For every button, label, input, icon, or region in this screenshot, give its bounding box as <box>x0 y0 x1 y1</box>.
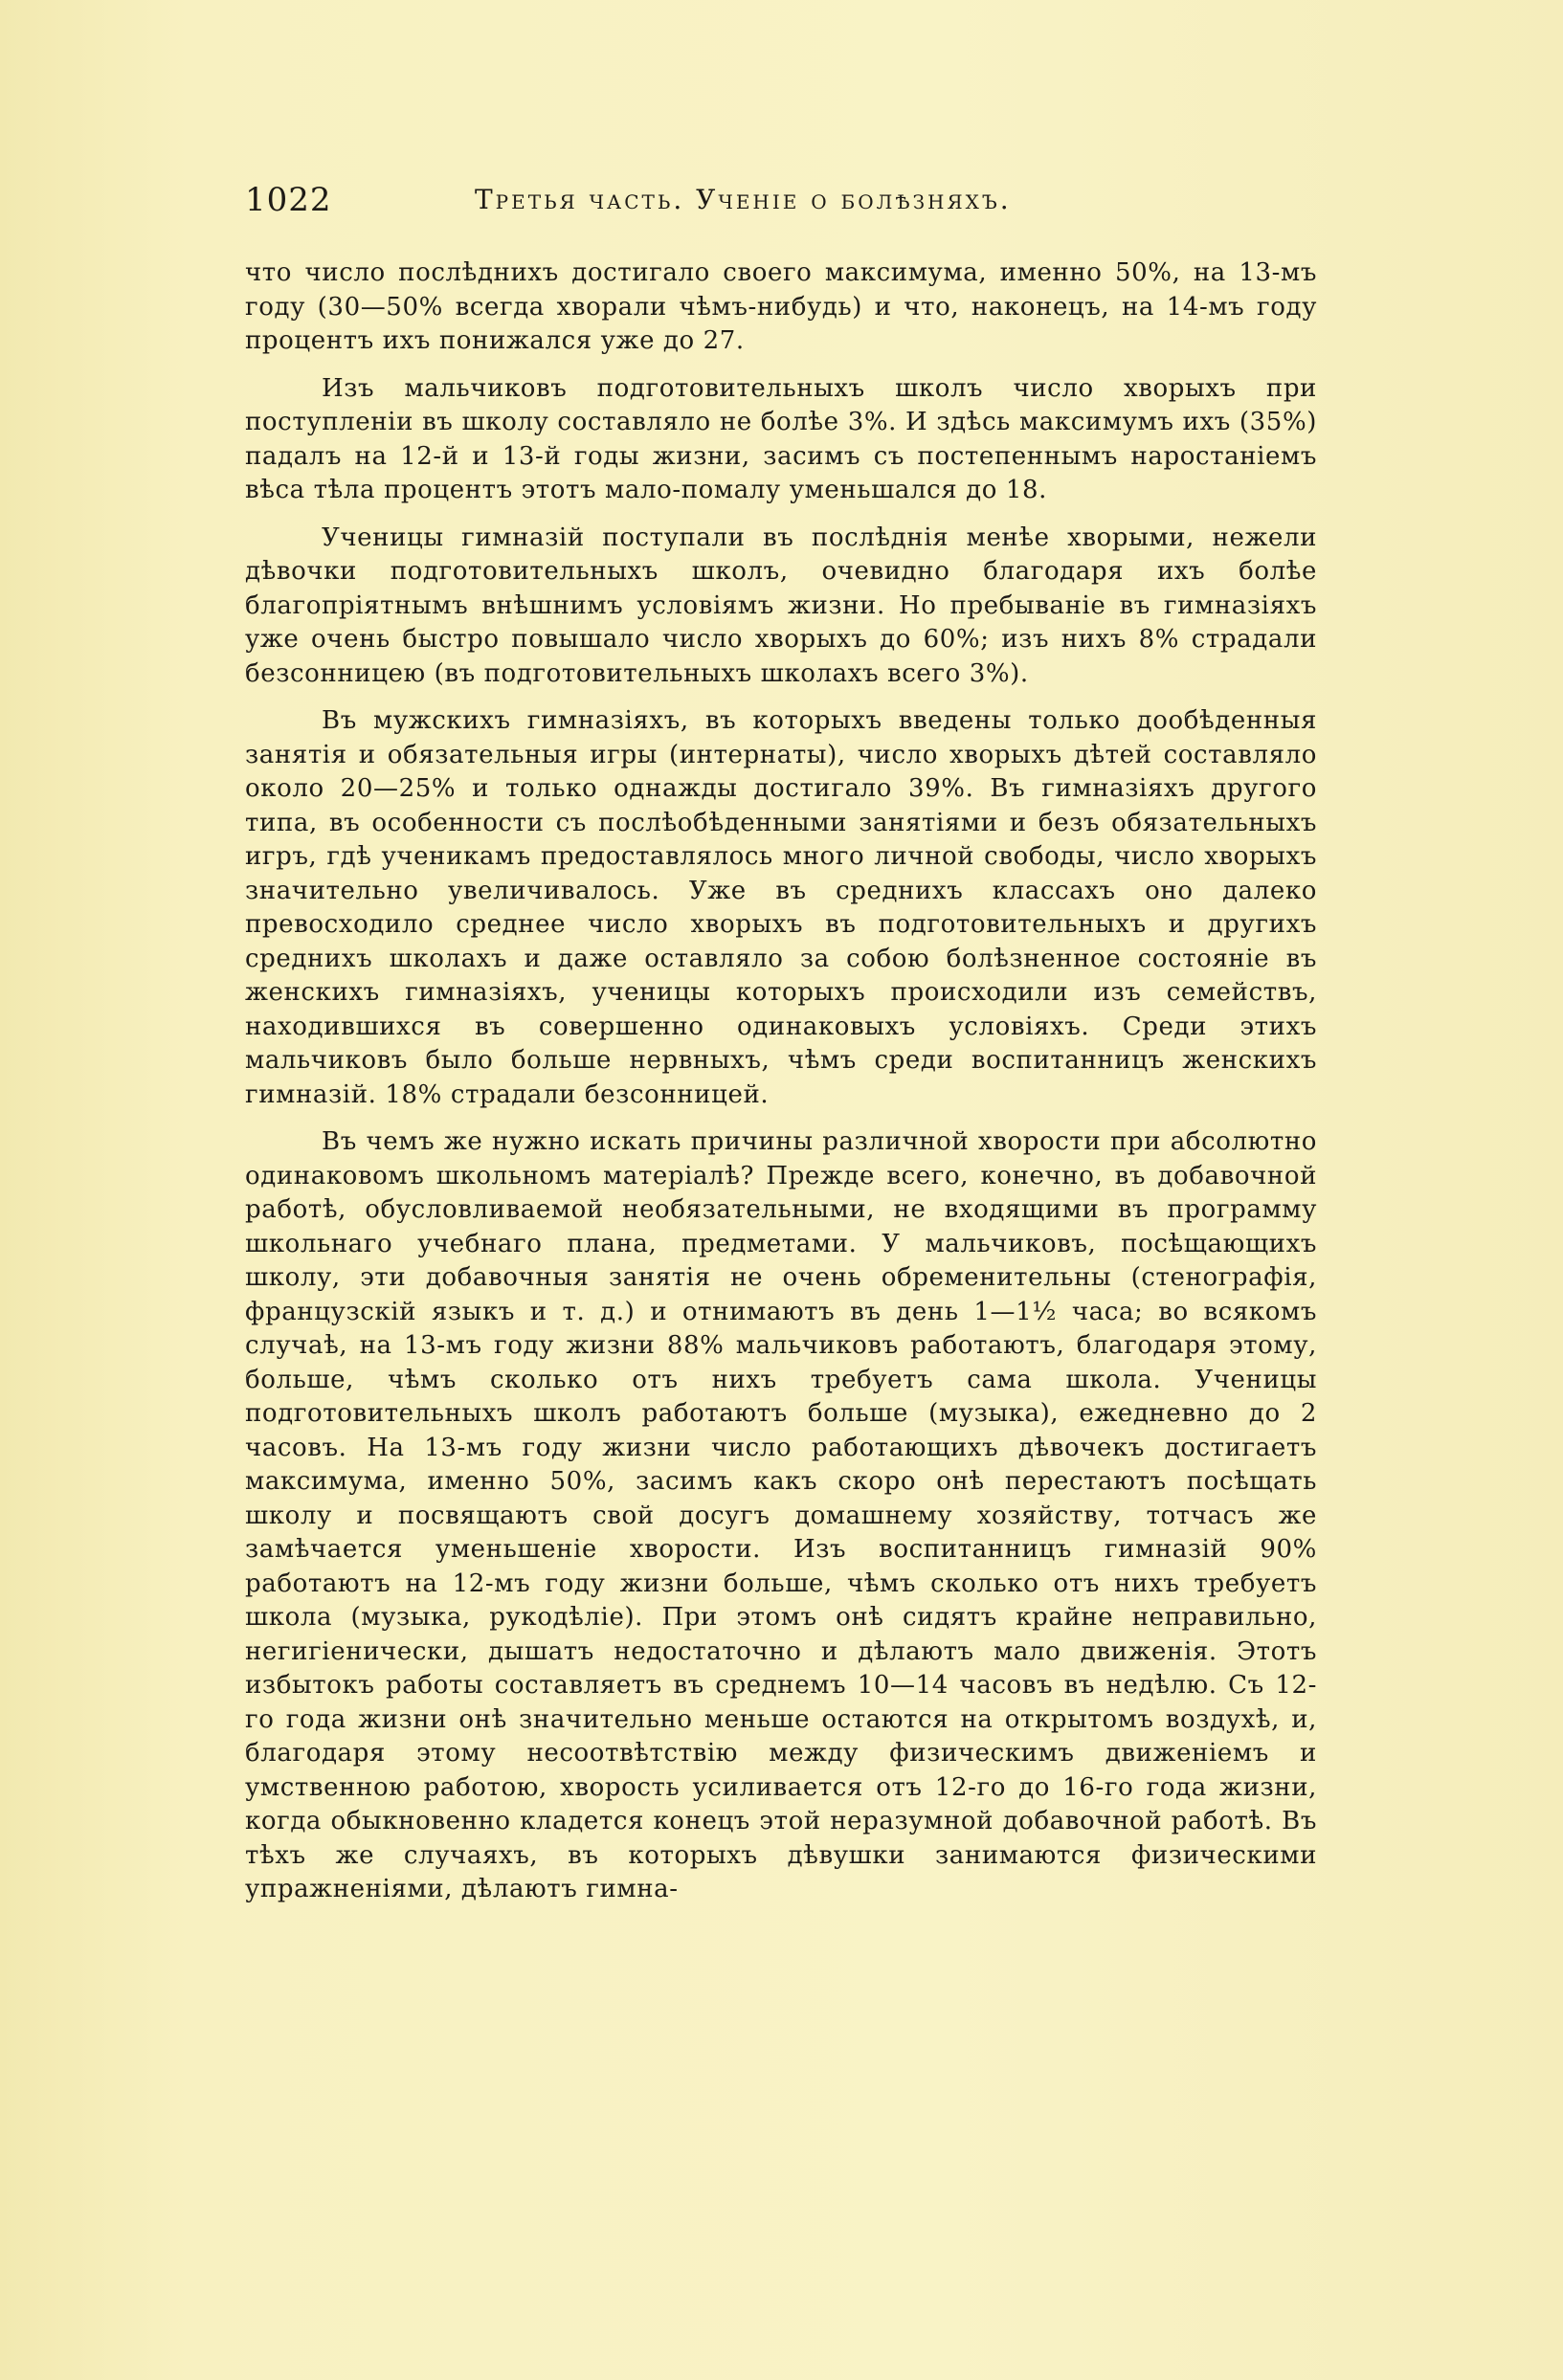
paragraph-boys-gymnasia: Въ мужскихъ гимназіяхъ, въ которыхъ введены только дообѣденныя занятія и обязательныя игры (интернаты), число хворыхъ дѣтей составляло около 20—25% и только однажды достигало 39%. Въ гимназіяхъ другого типа, въ особенности съ послѣобѣденными занятіями и безъ обязательныхъ игръ, гдѣ ученикамъ предоставлялось много личной свободы, число хворыхъ значительно увеличивалось. Уже въ среднихъ классахъ оно далеко превосходило среднее число хворыхъ въ подготовительныхъ и другихъ среднихъ школахъ и даже оставляло за собою болѣзненное состояніе въ женскихъ гимназіяхъ, ученицы которыхъ происходили изъ семействъ, находившихся въ совершенно одинаковыхъ условіяхъ. Среди этихъ мальчиковъ было больше нервныхъ, чѣмъ среди воспитанницъ женскихъ гимназій. 18% страдали безсонницей. <box>245 706 1317 1109</box>
body-text <box>245 256 1317 1921</box>
page-header <box>245 176 1317 224</box>
paragraph-girls-gymnasia: Ученицы гимназій поступали въ послѣднія менѣе хворыми, нежели дѣвочки подготовительныхъ школъ, очевидно благодаря ихъ болѣе благопріятнымъ внѣшнимъ условіямъ жизни. Но пребываніе въ гимназіяхъ уже очень быстро повышало число хворыхъ до 60%; изъ нихъ 8% страдали безсонницею (въ подготовительныхъ школахъ всего 3%). <box>245 523 1317 688</box>
page-number: 1022 <box>245 181 332 219</box>
paragraph-continuation: что число послѣднихъ достигало своего максимума, именно 50%, на 13-мъ году (30—50% всегда хворали чѣмъ-нибудь) и что, наконецъ, на 14-мъ году процентъ ихъ понижался уже до 27. <box>245 258 1317 355</box>
paragraph-boys-preparatory: Изъ мальчиковъ подготовительныхъ школъ число хворыхъ при поступленіи въ школу составляло не болѣе 3%. И здѣсь максимумъ ихъ (35%) падалъ на 12-й и 13-й годы жизни, засимъ съ постепеннымъ наростаніемъ вѣса тѣла процентъ этотъ мало-помалу уменьшался до 18. <box>245 373 1317 504</box>
paragraph-causes: Въ чемъ же нужно искать причины различной хворости при абсолютно одинаковомъ школьномъ матеріалѣ? Прежде всего, конечно, въ добавочной работѣ, обусловливаемой необязательными, не входящими въ программу школьнаго учебнаго плана, предметами. У мальчиковъ, посѣщающихъ школу, эти добавочныя занятія не очень обременительны (стенографія, французскій языкъ и т. д.) и отнимаютъ въ день 1—1½ часа; во всякомъ случаѣ, на 13-мъ году жизни 88% мальчиковъ работаютъ, благодаря этому, больше, чѣмъ сколько отъ нихъ требуетъ сама школа. Ученицы подготовительныхъ школъ работаютъ больше (музыка), ежедневно до 2 часовъ. На 13-мъ году жизни число работающихъ дѣвочекъ достигаетъ максимума, именно 50%, засимъ какъ скоро онѣ перестаютъ посѣщать школу и посвящаютъ свой досугъ домашнему хозяйству, тотчасъ же замѣчается уменьшеніе хворости. Изъ воспитанницъ гимназій 90% работаютъ на 12-мъ году жизни больше, чѣмъ сколько отъ нихъ требуетъ школа (музыка, рукодѣліе). При этомъ онѣ сидятъ крайне неправильно, негигіенически, дышатъ недостаточно и дѣлаютъ мало движенія. Этотъ избытокъ работы составляетъ въ среднемъ 10—14 часовъ въ недѣлю. Съ 12-го года жизни онѣ значительно меньше остаются на открытомъ воздухѣ, и, благодаря этому несоотвѣтствію между физическимъ движеніемъ и умственною работою, хворость усиливается отъ 12-го до 16-го года жизни, когда обыкновенно кладется конецъ этой неразумной добавочной работѣ. Въ тѣхъ же случаяхъ, въ которыхъ дѣвушки занимаются физическими упражненіями, дѣлаютъ гимна- <box>245 1127 1317 1903</box>
running-title: Третья часть. Ученіе о болѣзняхъ. <box>475 184 1012 215</box>
